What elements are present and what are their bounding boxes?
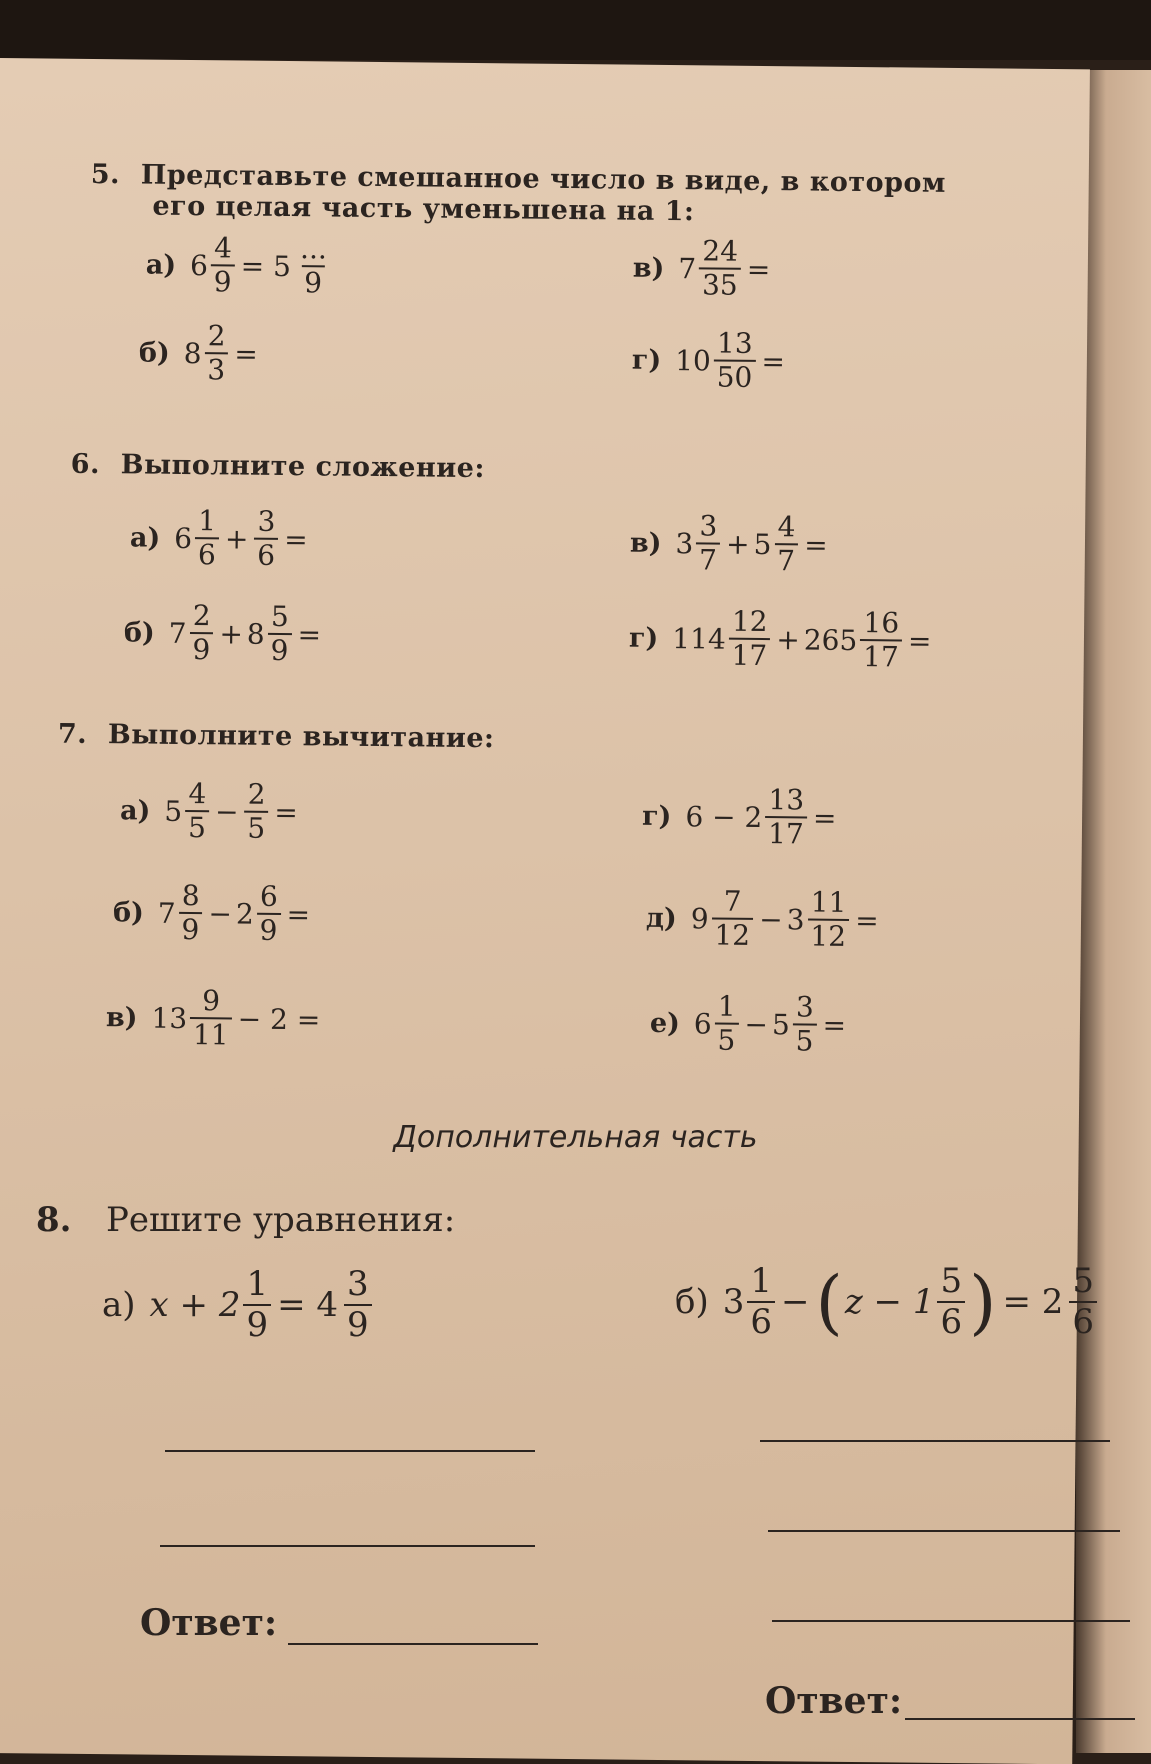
equals: = [746,252,771,286]
fraction: $\frac{5}{6}$ [937,1262,965,1342]
operator: + [776,622,801,657]
exercise-number: 8. [36,1200,72,1240]
whole: 5 [164,794,183,828]
item-label: б) [123,617,155,649]
operator: + [224,522,249,556]
operator: + [219,617,244,651]
exercise-7g [642,783,841,851]
exercise-8b [675,1262,1099,1342]
operator: + [725,527,750,561]
fraction: $\frac{13}{17}$ [765,784,807,851]
right-paren: ) [969,1261,997,1344]
expression: z − 1 [844,1282,935,1323]
fraction: $\frac{5}{9}$ [267,601,292,668]
whole: 7 [157,896,176,930]
whole: 8 [246,617,265,651]
equals: = [274,795,298,829]
equals: = [855,903,879,937]
equals: = [907,624,932,658]
whole: 7 [168,616,187,650]
whole: 265 [803,623,858,657]
expression: x + 2 [149,1285,241,1326]
whole: 3 [786,902,805,937]
operator: − [208,896,233,931]
fraction: $\frac{8}{9}$ [178,880,203,947]
title-line: его целая часть уменьшена на 1: [152,190,695,228]
fraction: $\frac{...}{9}$ [299,232,328,300]
exercise-7v [106,984,325,1053]
section-heading: Дополнительная часть [393,1120,758,1155]
whole: 6 [693,1007,712,1041]
item-label: а) [102,1285,136,1326]
fraction: $\frac{4}{9}$ [211,232,236,299]
expression: 6 − 2 [685,799,763,834]
equals: = [812,801,837,835]
item-label: в) [105,1001,138,1034]
whole: 13 [151,1001,188,1035]
exercise-7d [646,885,883,954]
title-line: Выполните вычитание: [107,719,495,755]
exercise-6g [629,605,936,675]
exercise-number: 5. [90,158,121,191]
item-label: а) [145,249,177,281]
exercise-7b [113,879,315,947]
fraction: $\frac{24}{35}$ [699,235,741,302]
equals: = [284,522,308,556]
item-label: в) [632,252,665,284]
exercise-6a [130,504,312,572]
equals: = [286,897,311,931]
operator: − [744,1007,769,1041]
exercise-5g [632,327,790,395]
fraction: $\frac{1}{5}$ [714,991,739,1058]
left-paren: ( [815,1261,843,1344]
fraction: $\frac{1}{9}$ [243,1265,271,1345]
item-label: б) [138,337,170,369]
whole: 6 [174,521,193,555]
item-label: г) [641,800,672,832]
title-line: Представьте смешанное число в виде, в котором [140,159,947,199]
expression-tail: − 2 = [237,1002,321,1037]
exercise-5b [139,319,263,387]
fraction: $\frac{13}{50}$ [713,327,755,394]
whole: 8 [183,336,202,370]
item-label: а) [119,794,151,827]
item-label: в) [629,527,662,559]
item-label: г) [631,344,662,376]
fraction: $\frac{3}{7}$ [696,510,721,577]
operator: − [781,1282,810,1323]
answer-line-8b-2[interactable] [768,1530,1120,1532]
title-line: Решите уравнения: [106,1200,456,1240]
equals: = [234,337,259,371]
whole: 9 [690,901,709,936]
whole: 2 [235,897,254,931]
item-label: а) [129,522,161,554]
operator: − [759,902,783,936]
item-label: б) [675,1282,709,1323]
fraction: $\frac{2}{9}$ [189,600,214,667]
whole: 10 [675,343,712,378]
exercise-8-title [36,1200,455,1240]
equals: = [804,528,828,562]
fraction: $\frac{9}{11}$ [190,985,232,1052]
worksheet-page [0,58,1090,1764]
fraction: $\frac{2}{5}$ [244,779,269,846]
equals: = 2 [1002,1282,1064,1323]
equals: = [822,1008,847,1042]
item-label: д) [645,902,677,934]
background-top [0,0,1151,60]
item-label: е) [649,1007,681,1039]
exercise-6v [630,510,832,578]
answer-label-8a: Ответ: [140,1602,278,1644]
exercise-5-title [90,159,946,230]
fraction: $\frac{1}{6}$ [747,1262,775,1342]
fraction: $\frac{3}{9}$ [344,1265,372,1345]
equals: = 5 [240,249,292,283]
answer-line-8b-3[interactable] [772,1620,1130,1622]
fraction: $\frac{4}{5}$ [185,778,210,845]
exercise-7-title [58,719,495,755]
item-label: г) [628,622,659,654]
fraction: $\frac{1}{6}$ [195,505,220,572]
answer-label-8b: Ответ: [765,1680,903,1722]
whole: 3 [722,1282,745,1323]
fraction: $\frac{6}{9}$ [256,881,281,948]
exercise-5v [632,235,774,303]
answer-line-8a-1[interactable] [165,1450,535,1452]
answer-line-8a-2[interactable] [160,1545,535,1547]
fraction: $\frac{4}{7}$ [774,511,799,578]
whole: 5 [753,527,772,561]
whole: 7 [678,251,697,285]
fraction: $\frac{12}{17}$ [728,606,770,673]
fraction: $\frac{11}{12}$ [807,887,849,954]
exercise-5a [145,232,332,300]
item-label: б) [112,896,145,929]
exercise-6b [124,599,326,667]
exercise-7a [120,777,302,845]
equals: = [761,344,786,378]
fraction: $\frac{2}{3}$ [204,320,229,387]
whole: 5 [771,1007,791,1042]
whole: 6 [189,248,209,282]
exercise-7e [650,990,851,1058]
fraction: $\frac{5}{6}$ [1069,1262,1097,1342]
exercise-number: 6. [70,448,101,481]
operator: − [214,794,239,829]
title-line: Выполните сложение: [120,449,486,485]
exercise-6-title [71,449,485,484]
fraction: $\frac{16}{17}$ [860,607,902,674]
equals: = 4 [277,1285,339,1326]
answer-line-8b-1[interactable] [760,1440,1110,1442]
equals: = [297,617,322,652]
exercise-8a [102,1265,374,1345]
answer-field-8a[interactable] [288,1643,538,1645]
exercise-number: 7. [57,718,88,750]
whole: 3 [675,526,694,560]
answer-field-8b[interactable] [905,1718,1135,1720]
fraction: $\frac{3}{5}$ [792,991,817,1058]
fraction: $\frac{7}{12}$ [711,886,753,953]
whole: 114 [672,621,726,656]
fraction: $\frac{3}{6}$ [254,506,279,573]
